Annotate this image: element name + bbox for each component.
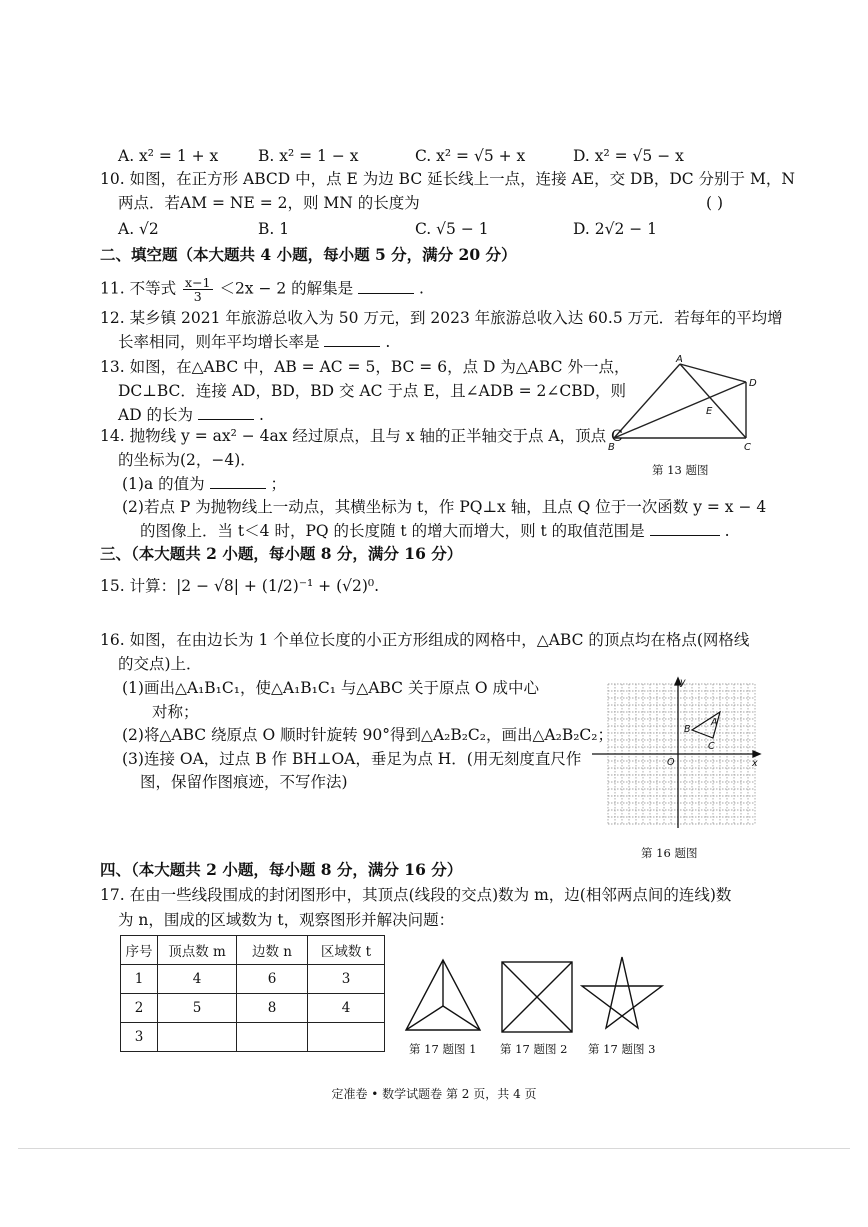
table-row	[121, 1023, 385, 1052]
q13-segment-bd	[614, 382, 746, 438]
page-bottom-divider	[18, 1148, 850, 1149]
q13-segment-ad	[680, 364, 746, 382]
q16-label-y: y	[680, 677, 686, 688]
q13-line1: 13. 如图，在△ABC 中，AB = AC = 5，BC = 6，点 D 为△ABC 外一点，	[100, 358, 630, 376]
q11	[100, 276, 424, 303]
q17-caption-1: 第 17 题图 1	[409, 1042, 477, 1056]
section-2-heading: 二、填空题（本大题共 4 小题，每小题 5 分，满分 20 分）	[100, 245, 517, 264]
q12-end: .	[385, 333, 391, 351]
q16-line4: 对称；	[152, 703, 199, 721]
q17-figure-1	[402, 956, 484, 1034]
q11-fraction-num: x−1	[185, 275, 211, 290]
q16-label-a: A	[711, 717, 718, 728]
table-cell: 3	[121, 1023, 158, 1052]
table-cell: 2	[121, 994, 158, 1023]
q16-label-x: x	[752, 758, 758, 769]
q14-line2: 的坐标为(2，−4)．	[118, 451, 256, 469]
q14-line3	[122, 474, 286, 494]
table-cell: 1	[121, 965, 158, 994]
q13-label-c: C	[744, 442, 751, 453]
q13-line2: DC⊥BC．连接 AD，BD，BD 交 AC 于点 E，且∠ADB = 2∠CBD，则	[118, 382, 627, 400]
q17-table	[120, 935, 385, 1052]
q13-figure	[606, 352, 766, 456]
q13-line3-text: AD 的长为	[118, 406, 194, 424]
q12-line1: 12. 某乡镇 2021 年旅游总收入为 50 万元，到 2023 年旅游总收入达 60.5 万元．若每年的平均增	[100, 309, 783, 327]
q13-segment-ab	[614, 364, 680, 438]
q16-line5: (2)将△ABC 绕原点 O 顺时针旋转 90°得到△A₂B₂C₂，画出△A₂B₂C₂；	[122, 726, 614, 744]
table-cell: 3	[308, 965, 385, 994]
q9-option-b: B. x² = 1 − x	[258, 147, 359, 165]
section-3-heading: 三、（本大题共 2 小题，每小题 8 分，满分 16 分）	[100, 544, 463, 563]
q16-figure	[592, 676, 762, 834]
q11-answer-blank[interactable]	[358, 279, 414, 294]
q14-line5-text: 的图像上．当 t＜4 时，PQ 的长度随 t 的增大而增大，则 t 的取值范围是	[140, 522, 645, 540]
q11-post: ＜2x − 2 的解集是	[219, 279, 354, 298]
table-cell: 6	[237, 965, 308, 994]
q13-segment-ac	[680, 364, 746, 438]
q16-line2: 的交点)上．	[118, 655, 202, 673]
q17-caption-2: 第 17 题图 2	[500, 1042, 568, 1056]
table-cell[interactable]	[237, 1023, 308, 1052]
q10-paren: ( )	[706, 194, 724, 212]
q10-option-a: A. √2	[118, 220, 159, 238]
q16-line7: 图，保留作图痕迹，不写作法)	[140, 773, 348, 791]
q17-table-header-row	[121, 936, 385, 965]
q16-label-o: O	[667, 757, 675, 768]
q9-option-a: A. x² = 1 + x	[118, 147, 219, 165]
q13-label-b: B	[608, 442, 615, 453]
q14-line5-end: .	[724, 522, 730, 540]
q17-header-index: 序号	[121, 936, 158, 965]
q11-end: .	[419, 279, 424, 298]
q16-line3: (1)画出△A₁B₁C₁，使△A₁B₁C₁ 与△ABC 关于原点 O 成中心	[122, 679, 540, 697]
q17-line2: 为 n，围成的区域数为 t，观察图形并解决问题：	[118, 911, 455, 929]
q12-line2	[118, 332, 390, 352]
q13-end: .	[258, 406, 264, 424]
q14-line3-text: (1)a 的值为	[122, 475, 205, 493]
q12-answer-blank[interactable]	[324, 332, 380, 347]
q9-option-d: D. x² = √5 − x	[573, 147, 684, 165]
q14-line1: 14. 抛物线 y = ax² − 4ax 经过原点，且与 x 轴的正半轴交于点 A，顶点 C	[100, 427, 623, 445]
q16-line1: 16. 如图，在由边长为 1 个单位长度的小正方形组成的网格中，△ABC 的顶点均在格点(网格线	[100, 631, 750, 649]
q17-figure-3	[580, 954, 664, 1036]
q13-label-e: E	[706, 406, 713, 417]
q10-line1: 10. 如图，在正方形 ABCD 中，点 E 为边 BC 延长线上一点，连接 AE，交 DB，DC 分别于 M，N	[100, 170, 795, 188]
q13-label-a: A	[676, 354, 683, 365]
q17-line1: 17. 在由一些线段围成的封闭图形中，其顶点(线段的交点)数为 m，边(相邻两点间的连线)数	[100, 886, 732, 904]
q13-answer-blank[interactable]	[198, 405, 254, 420]
q10-option-c: C. √5 − 1	[415, 220, 489, 238]
table-row	[121, 965, 385, 994]
q11-fraction-den: 3	[193, 289, 202, 304]
q16-x-arrow	[753, 751, 760, 757]
table-cell: 4	[158, 965, 237, 994]
q11-pre: 11. 不等式	[100, 279, 177, 298]
q17-figure-2	[500, 960, 574, 1034]
q17-header-edges: 边数 n	[237, 936, 308, 965]
q16-label-c: C	[708, 741, 715, 752]
q16-line6: (3)连接 OA，过点 B 作 BH⊥OA，垂足为点 H．(用无刻度直尺作	[122, 750, 582, 768]
q15: 15. 计算：|2 − √8| + (1/2)⁻¹ + (√2)⁰.	[100, 577, 380, 595]
q17-caption-3: 第 17 题图 3	[588, 1042, 656, 1056]
q13-label-d: D	[749, 378, 757, 389]
q13-caption: 第 13 题图	[652, 463, 709, 477]
table-row	[121, 994, 385, 1023]
q11-fraction	[183, 276, 212, 303]
page-footer: 定准卷 • 数学试题卷 第 2 页，共 4 页	[331, 1087, 537, 1101]
q14-line4: (2)若点 P 为抛物线上一动点，其横坐标为 t，作 PQ⊥x 轴，且点 Q 位于一次函数 y = x − 4	[122, 498, 767, 516]
q14-answer-blank-1[interactable]	[210, 474, 266, 489]
q14-line3-end: ；	[270, 475, 287, 493]
q13-line3	[118, 405, 264, 425]
q12-line2-text: 长率相同，则年平均增长率是	[118, 333, 320, 351]
q14-answer-blank-2[interactable]	[650, 521, 720, 536]
q16-label-b: B	[684, 724, 691, 735]
section-4-heading: 四、（本大题共 2 小题，每小题 8 分，满分 16 分）	[100, 860, 463, 879]
q9-option-c: C. x² = √5 + x	[415, 147, 526, 165]
q16-caption: 第 16 题图	[641, 846, 698, 860]
table-cell[interactable]	[158, 1023, 237, 1052]
table-cell: 4	[308, 994, 385, 1023]
q14-line5	[140, 521, 730, 541]
q10-option-b: B. 1	[258, 220, 290, 238]
table-cell[interactable]	[308, 1023, 385, 1052]
table-cell: 5	[158, 994, 237, 1023]
q10-line2: 两点．若AM = NE = 2，则 MN 的长度为	[118, 194, 420, 212]
table-cell: 8	[237, 994, 308, 1023]
q17-header-regions: 区域数 t	[308, 936, 385, 965]
q17-header-vertices: 顶点数 m	[158, 936, 237, 965]
q10-option-d: D. 2√2 − 1	[573, 220, 658, 238]
